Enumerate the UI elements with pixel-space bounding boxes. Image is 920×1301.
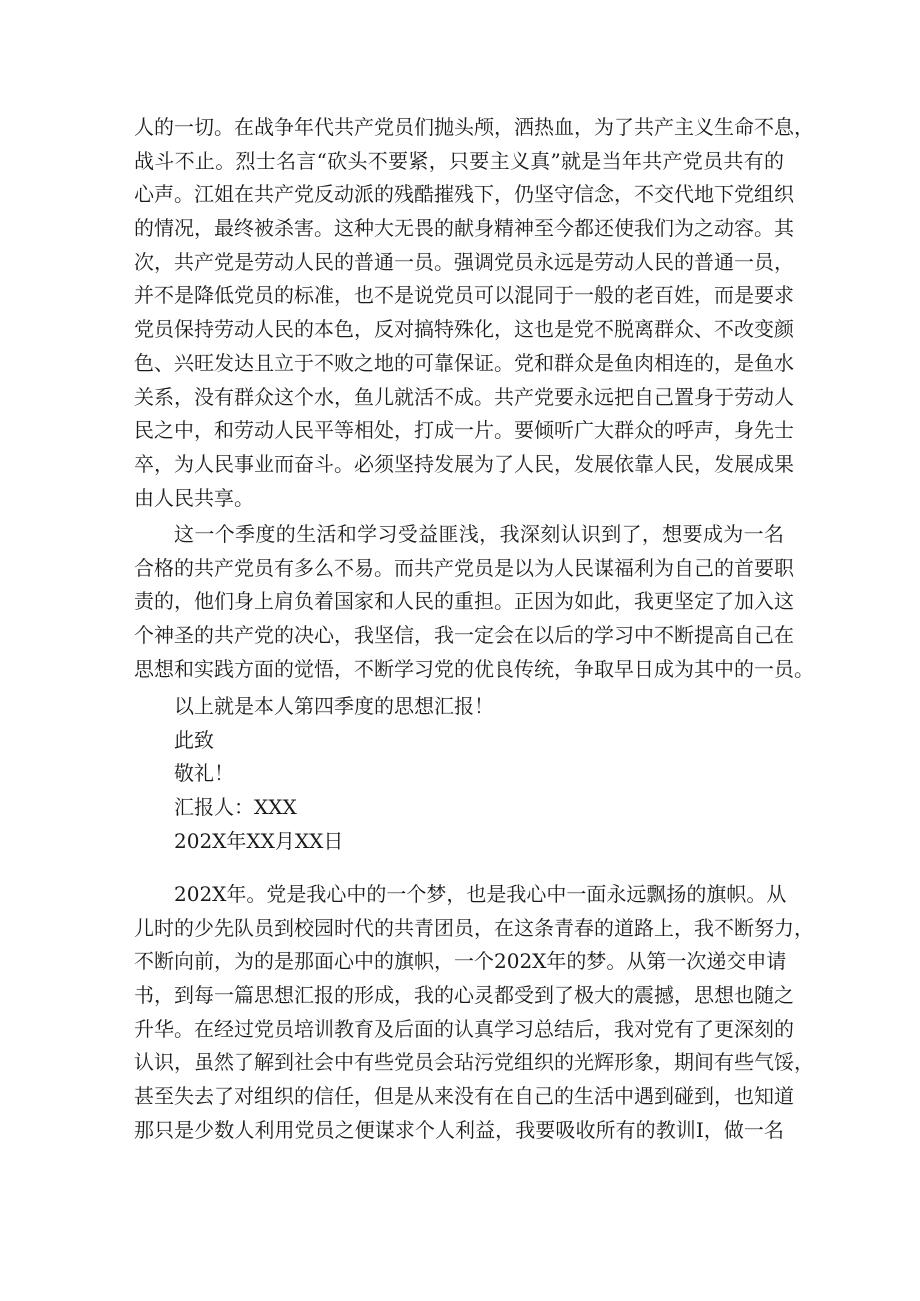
summary-line: 以上就是本人第四季度的思想汇报！ — [174, 694, 494, 718]
text-line: 202X年。党是我心中的一个梦，也是我心中一面永远飘扬的旗帜。从 — [174, 882, 787, 906]
text-line: 责的，他们身上肩负着国家和人民的重担。正因为如此，我更坚定了加入这 — [134, 589, 794, 614]
text-line: 儿时的少先队员到校园时代的共青团员，在这条青春的道路上，我不断努力， — [134, 915, 814, 940]
text-line: 那只是少数人利用党员之便谋求个人利益，我要吸收所有的教训I，做一名 — [134, 1117, 784, 1142]
text-line: 书，到每一篇思想汇报的形成，我的心灵都受到了极大的震撼，思想也随之 — [134, 983, 794, 1008]
text-line: 这一个季度的生活和学习受益匪浅，我深刻认识到了，想要成为一名 — [174, 522, 784, 546]
text-line: 卒，为人民事业而奋斗。必须坚持发展为了人民，发展依靠人民，发展成果 — [134, 451, 794, 476]
text-line: 合格的共产党员有多么不易。而共产党员是以为人民谋福利为自己的首要职 — [134, 555, 794, 580]
text-line: 的情况，最终被杀害。这种大无畏的献身精神至今都还使我们为之动容。其 — [134, 216, 794, 241]
text-line: 不断向前，为的是那面心中的旗帜，一个202X年的梦。从第一次递交申请 — [134, 949, 787, 974]
text-line: 思想和实践方面的觉悟，不断学习党的优良传统，争取早日成为其中的一员。 — [134, 656, 814, 681]
paragraph-2 — [134, 518, 814, 686]
text-line: 人的一切。在战争年代共产党员们抛头颅，洒热血，为了共产主义生命不息， — [134, 115, 814, 139]
text-line: 关系，没有群众这个水，鱼儿就活不成。共产党要永远把自己置身于劳动人 — [134, 384, 794, 409]
text-line: 色、兴旺发达且立于不败之地的可靠保证。党和群众是鱼肉相连的，是鱼水 — [134, 350, 794, 375]
reporter-name: 汇报人：XXX — [174, 795, 297, 820]
text-line: 个神圣的共产党的决心，我坚信，我一定会在以后的学习中不断提高自己在 — [134, 623, 794, 648]
text-line: 次，共产党是劳动人民的普通一员。强调党员永远是劳动人民的普通一员， — [134, 249, 794, 274]
text-line: 民之中，和劳动人民平等相处，打成一片。要倾听广大群众的呼声，身先士 — [134, 418, 794, 443]
closing-section — [134, 690, 784, 858]
text-line: 战斗不止。烈士名言“砍头不要紧，只要主义真”就是当年共产党员共有的 — [134, 148, 784, 173]
paragraph-1 — [134, 111, 814, 515]
report-date: 202X年XX月XX日 — [174, 828, 344, 853]
text-line: 心声。江姐在共产党反动派的残酷摧残下，仍坚守信念，不交代地下党组织 — [134, 182, 794, 207]
text-line: 甚至失去了对组织的信任，但是从来没有在自己的生活中遇到碰到，也知道 — [134, 1084, 794, 1109]
text-line: 由人民共享。 — [134, 485, 254, 510]
text-line: 并不是降低党员的标准，也不是说党员可以混同于一般的老百姓，而是要求 — [134, 283, 794, 308]
text-line: 认识，虽然了解到社会中有些党员会玷污党组织的光辉形象，期间有些气馁， — [134, 1050, 814, 1075]
text-line: 党员保持劳动人民的本色，反对搞特殊化，这也是党不脱离群众、不改变颜 — [134, 317, 794, 342]
respect-line: 敬礼！ — [174, 761, 234, 786]
paragraph-3 — [134, 878, 814, 1148]
salutation: 此致 — [174, 727, 214, 752]
text-line: 升华。在经过党员培训教育及后面的认真学习总结后，我对党有了更深刻的 — [134, 1016, 794, 1041]
